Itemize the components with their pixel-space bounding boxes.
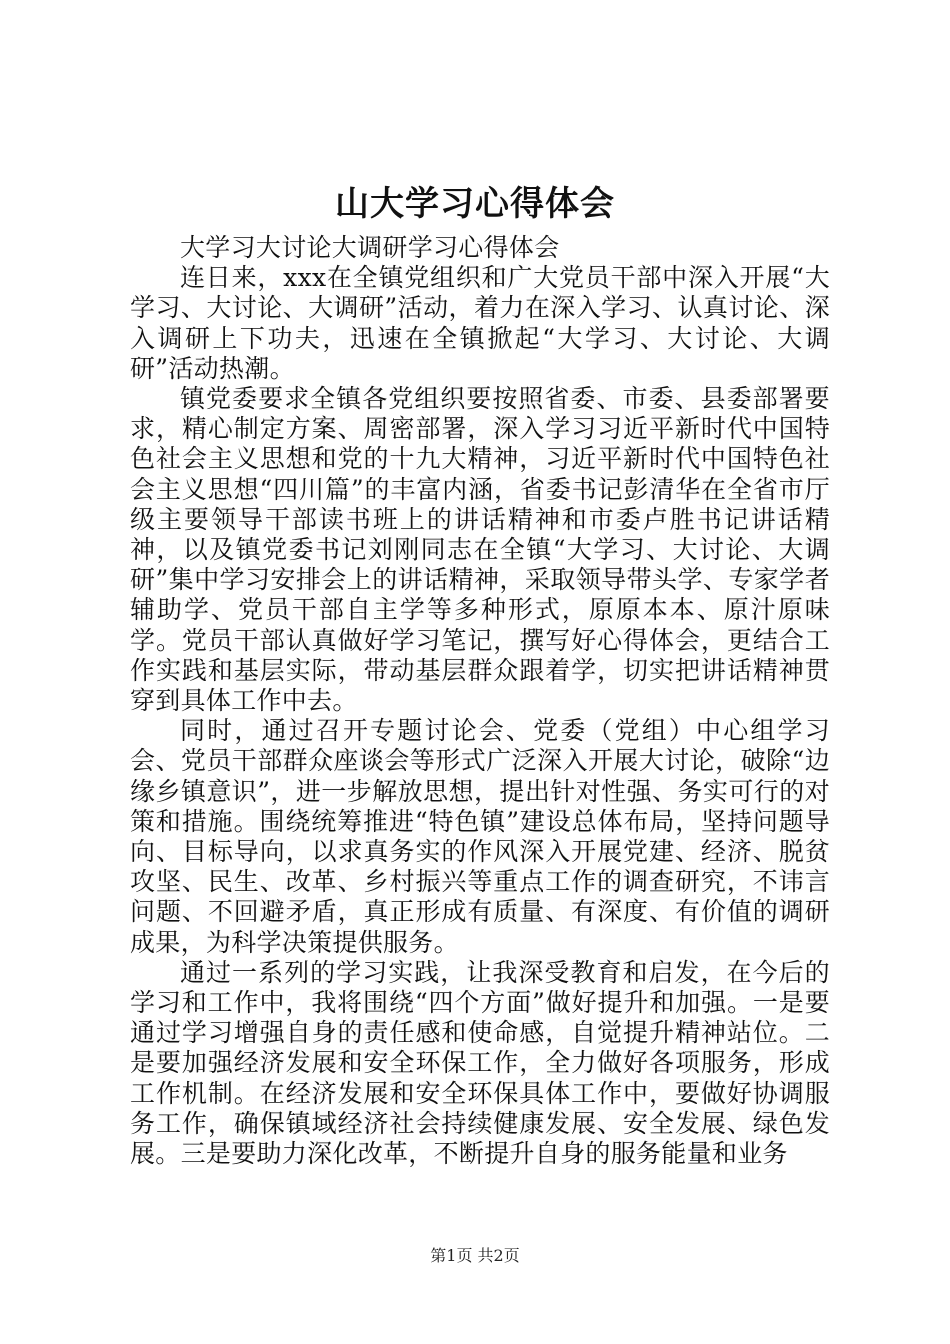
paragraph-3: 同时，通过召开专题讨论会、党委（党组）中心组学习会、党员干部群众座谈会等形式广泛深入开展大讨论，破除“边缘乡镇意识”，进一步解放思想，提出针对性强、务实可行的对策和措施。围绕统筹推进“特色镇”建设总体布局，坚持问题导向、目标导向，以求真务实的作风深入开展党建、经济、脱贫攻坚、民生、改革、乡村振兴等重点工作的调查研究，不讳言问题、不回避矛盾，真正形成有质量、有深度、有价值的调研成果，为科学决策提供服务。 [130,716,830,957]
page-footer: 第1页 共2页 [430,1246,520,1265]
document-title: 山大学习心得体会 [335,184,615,224]
paragraph-1: 连日来，xxx在全镇党组织和广大党员干部中深入开展“大学习、大讨论、大调研”活动，着力在深入学习、认真讨论、深入调研上下功夫，迅速在全镇掀起“大学习、大讨论、大调研”活动热潮。 [130,263,830,383]
document-body [130,233,830,1169]
document-subtitle: 大学习大讨论大调研学习心得体会 [180,233,560,262]
paragraph-2: 镇党委要求全镇各党组织要按照省委、市委、县委部署要求，精心制定方案、周密部署，深入学习习近平新时代中国特色社会主义思想和党的十九大精神，习近平新时代中国特色社会主义思想“四川篇”的丰富内涵，省委书记彭清华在全省市厅级主要领导干部读书班上的讲话精神和市委卢胜书记讲话精神，以及镇党委书记刘刚同志在全镇“大学习、大讨论、大调研”集中学习安排会上的讲话精神，采取领导带头学、专家学者辅助学、党员干部自主学等多种形式，原原本本、原汁原味学。党员干部认真做好学习笔记，撰写好心得体会，更结合工作实践和基层实际，带动基层群众跟着学，切实把讲话精神贯穿到具体工作中去。 [130,384,830,716]
paragraph-4: 通过一系列的学习实践，让我深受教育和启发，在今后的学习和工作中，我将围绕“四个方面”做好提升和加强。一是要通过学习增强自身的责任感和使命感，自觉提升精神站位。二是要加强经济发展和安全环保工作，全力做好各项服务，形成工作机制。在经济发展和安全环保具体工作中，要做好协调服务工作，确保镇域经济社会持续健康发展、安全发展、绿色发展。三是要助力深化改革，不断提升自身的服务能量和业务 [130,957,830,1169]
